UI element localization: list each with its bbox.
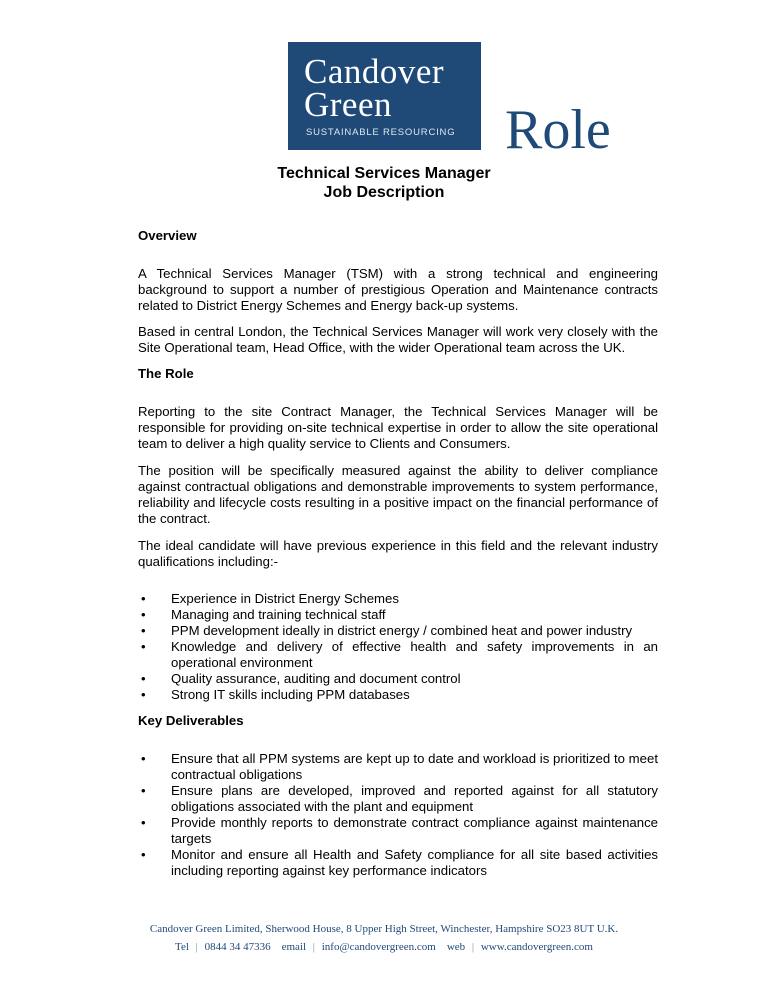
list-item: • PPM development ideally in district energy / combined heat and power industry [138, 623, 658, 639]
page-footer [0, 920, 768, 956]
website-link[interactable]: www.candovergreen.com [480, 941, 593, 953]
list-item: • Provide monthly reports to demonstrate contract compliance against maintenance targets [138, 815, 658, 847]
deliverables-list [138, 751, 658, 879]
document-title [0, 164, 768, 202]
overview-paragraph-2: Based in central London, the Technical Services Manager will work very closely with the Site Operational team, Head Office, with the wider Operational team across the UK. [138, 324, 658, 355]
role-heading: Role [505, 99, 611, 161]
separator: | [195, 941, 198, 953]
list-item: • Ensure that all PPM systems are kept up to date and workload is prioritized to meet contractual obligations [138, 751, 658, 783]
title-line-1: Technical Services Manager [277, 165, 491, 182]
tel-number: 0844 34 47336 [204, 941, 271, 953]
logo-line-2: Green [304, 85, 393, 124]
overview-paragraph-1: A Technical Services Manager (TSM) with a strong technical and engineering background to support a number of prestigious Operation and Maintenance contracts related to District Energy Schemes and Energy back-up systems. [138, 266, 658, 313]
email-label: email [281, 941, 307, 953]
list-item: • Monitor and ensure all Health and Safety compliance for all site based activities including reporting against key performance indicators [138, 847, 658, 879]
qualifications-list [138, 591, 658, 703]
list-item: • Managing and training technical staff [138, 607, 658, 623]
separator: | [312, 941, 315, 953]
logo-tagline: SUSTAINABLE RESOURCING [306, 127, 456, 138]
overview-heading: Overview [138, 228, 197, 243]
the-role-paragraph-2: The position will be specifically measured against the ability to deliver compliance against contractual obligations and demonstrable improvements to system performance, reliability and lifecycle costs resulting in a positive impact on the financial performance of the contract. [138, 463, 658, 526]
company-logo [288, 42, 481, 150]
separator: | [471, 941, 475, 953]
list-item: • Quality assurance, auditing and document control [138, 671, 658, 687]
list-item: • Experience in District Energy Schemes [138, 591, 658, 607]
key-deliverables-heading: Key Deliverables [138, 713, 244, 728]
list-item: • Ensure plans are developed, improved and reported against for all statutory obligations associated with the plant and equipment [138, 783, 658, 815]
tel-label: Tel [175, 941, 189, 953]
logo-line-1: Candover [304, 52, 445, 91]
email-address[interactable]: info@candovergreen.com [321, 941, 436, 953]
footer-address: Candover Green Limited, Sherwood House, 8 Upper High Street, Winchester, Hampshire SO23 8UT U.K. [149, 923, 619, 935]
document-body [138, 228, 658, 879]
footer-contacts [0, 938, 768, 956]
the-role-paragraph-3: The ideal candidate will have previous experience in this field and the relevant industry qualifications including:- [138, 538, 658, 569]
the-role-paragraph-1: Reporting to the site Contract Manager, the Technical Services Manager will be responsible for providing on-site technical expertise in order to allow the site operational team to deliver a high quality service to Clients and Consumers. [138, 404, 658, 451]
list-item: • Strong IT skills including PPM databases [138, 687, 658, 703]
title-line-2: Job Description [323, 184, 445, 201]
the-role-heading: The Role [138, 366, 194, 381]
list-item: • Knowledge and delivery of effective health and safety improvements in an operational environment [138, 639, 658, 671]
web-label: web [446, 941, 466, 953]
